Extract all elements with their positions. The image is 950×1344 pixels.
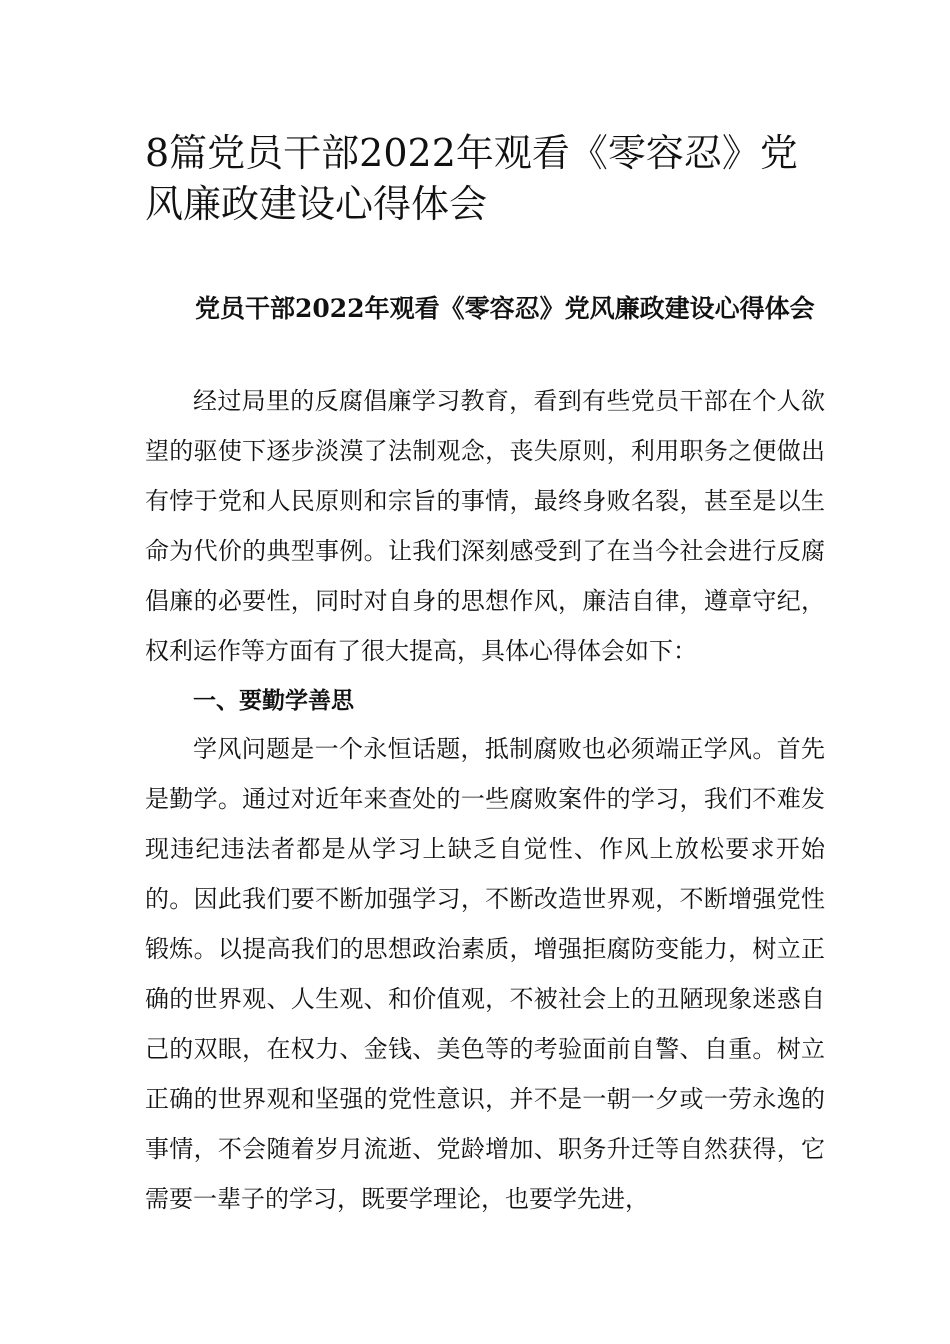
section-heading: 一、要勤学善思 bbox=[193, 687, 354, 714]
document-title: 8篇党员干部2022年观看《零容忍》党风廉政建设心得体会 bbox=[145, 131, 798, 226]
article-subtitle: 党员干部2022年观看《零容忍》党风廉政建设心得体会 bbox=[195, 294, 815, 323]
body-paragraph: 学风问题是一个永恒话题，抵制腐败也必须端正学风。首先是勤学。通过对近年来查处的一些腐败案件的学习，我们不难发现违纪违法者都是从学习上缺乏自觉性、作风上放松要求开始的。因此我们要不断加强学习，不断改造世界观，不断增强党性锻炼。以提高我们的思想政治素质，增强拒腐防变能力，树立正确的世界观、人生观、和价值观，不被社会上的丑陋现象迷惑自己的双眼，在权力、金钱、美色等的考验面前自警、自重。树立正确的世界观和坚强的党性意识，并不是一朝一夕或一劳永逸的事情，不会随着岁月流逝、党龄增加、职务升迁等自然获得，它需要一辈子的学习，既要学理论，也要学先进， bbox=[145, 735, 825, 1213]
intro-paragraph: 经过局里的反腐倡廉学习教育，看到有些党员干部在个人欲望的驱使下逐步淡漠了法制观念，丧失原则，利用职务之便做出有悖于党和人民原则和宗旨的事情，最终身败名裂，甚至是以生命为代价的典型事例。让我们深刻感受到了在当今社会进行反腐倡廉的必要性，同时对自身的思想作风，廉洁自律，遵章守纪，权利运作等方面有了很大提高，具体心得体会如下： bbox=[145, 387, 825, 665]
